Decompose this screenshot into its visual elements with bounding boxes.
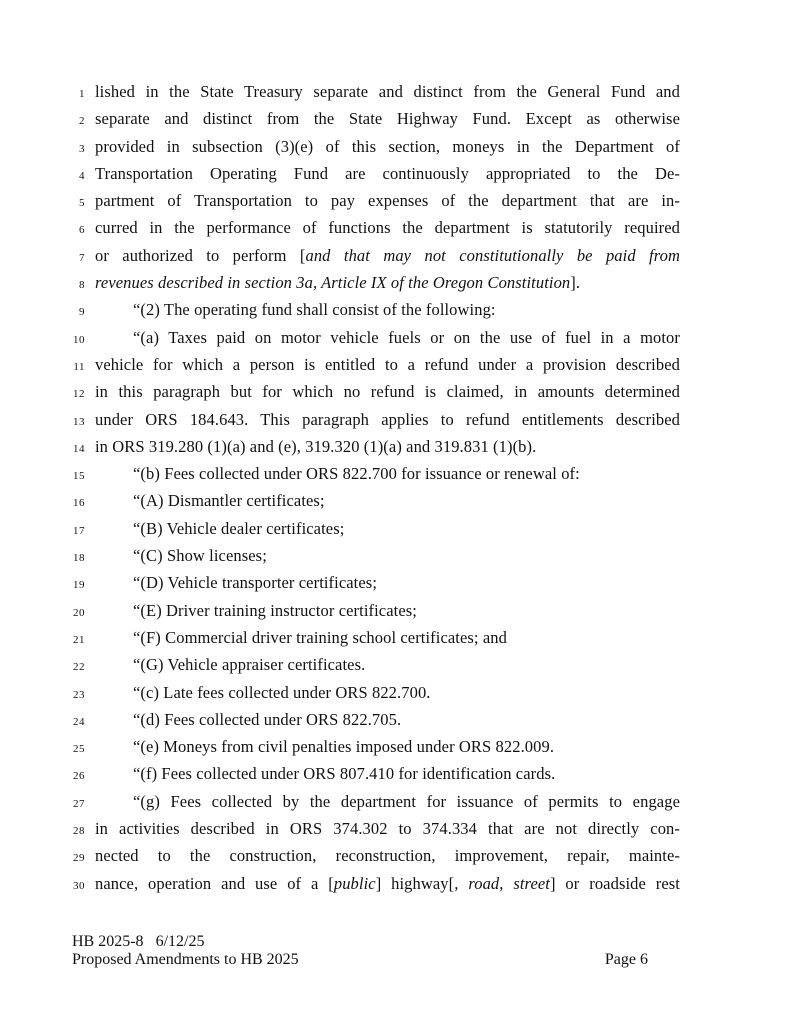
line-text-segment: lished in the State Treasury separate and distinct from the General Fund and	[95, 82, 680, 101]
line-text	[95, 133, 680, 160]
line-text	[95, 242, 680, 269]
line-text	[95, 324, 680, 351]
text-line	[60, 597, 682, 624]
line-text-segment: provided in subsection (3)(e) of this section, moneys in the Department of	[95, 136, 680, 156]
text-line	[60, 542, 682, 569]
text-line	[60, 133, 682, 160]
line-text-segment: in ORS 319.280 (1)(a) and (e), 319.320 (1)(a) and 319.831 (1)(b).	[95, 436, 537, 456]
line-text	[95, 433, 680, 460]
removed-text-italic: revenues described in section 3a, Article IX of the Oregon Constitution	[95, 273, 571, 293]
footer-line-2	[72, 951, 648, 969]
line-number: 5	[79, 197, 85, 210]
text-line	[60, 296, 682, 323]
text-line	[60, 378, 682, 405]
line-text-segment: nected to the construction, reconstruction, improvement, repair, mainte-	[95, 846, 680, 866]
line-number: 11	[73, 360, 85, 373]
line-text-segment: nance, operation and use of a [	[95, 873, 334, 893]
text-line	[60, 460, 682, 487]
text-line	[60, 160, 682, 187]
line-text	[95, 870, 680, 897]
line-text-segment: “(A) Dismantler certificates;	[133, 491, 325, 511]
line-text-segment: “(f) Fees collected under ORS 807.410 for identification cards.	[133, 764, 556, 784]
line-number: 19	[73, 579, 85, 592]
line-number: 23	[73, 688, 85, 701]
line-text-segment: vehicle for which a person is entitled to a refund under a provision described	[95, 354, 680, 374]
line-text	[95, 624, 680, 651]
line-number: 20	[73, 606, 85, 619]
text-line	[60, 760, 682, 787]
line-text-segment: “(g) Fees collected by the department for issuance of permits to engage	[133, 791, 680, 811]
line-number: 24	[73, 715, 85, 728]
line-number: 3	[79, 142, 85, 155]
line-text-segment: “(c) Late fees collected under ORS 822.700.	[133, 682, 431, 702]
line-number: 26	[73, 770, 85, 783]
removed-text-italic: and that may not constitutionally be paid from	[305, 245, 680, 265]
line-text-segment: “(G) Vehicle appraiser certificates.	[133, 655, 366, 675]
line-text-segment: separate and distinct from the State Highway Fund. Except as otherwise	[95, 109, 680, 129]
line-text	[95, 406, 680, 433]
footer-date: 6/12/25	[155, 933, 205, 950]
line-text	[95, 569, 680, 596]
line-text-segment: Transportation Operating Fund are continuously appropriated to the De-	[95, 163, 680, 183]
text-line	[60, 214, 682, 241]
line-number: 4	[79, 169, 85, 182]
line-text-segment: “(2) The operating fund shall consist of the following:	[133, 300, 496, 320]
line-text	[95, 842, 680, 869]
line-number: 27	[73, 797, 85, 810]
line-number: 14	[73, 442, 85, 455]
line-number: 18	[73, 552, 85, 565]
line-number: 22	[73, 661, 85, 674]
line-number: 6	[79, 224, 85, 237]
line-text-segment: “(e) Moneys from civil penalties imposed under ORS 822.009.	[133, 737, 555, 757]
line-text	[95, 351, 680, 378]
text-line	[60, 242, 682, 269]
line-text	[95, 515, 680, 542]
line-number: 13	[73, 415, 85, 428]
text-line	[60, 487, 682, 514]
footer-line-1	[72, 933, 648, 951]
line-text-segment: in this paragraph but for which no refund is claimed, in amounts determined	[95, 382, 680, 402]
line-text	[95, 78, 680, 105]
text-line	[60, 679, 682, 706]
removed-text-italic: public	[333, 873, 376, 893]
text-lines	[60, 78, 682, 897]
line-text-segment: ].	[570, 273, 581, 293]
line-number: 28	[73, 825, 85, 838]
line-number: 17	[73, 524, 85, 537]
line-number: 7	[79, 251, 85, 264]
text-line	[60, 515, 682, 542]
line-text	[95, 160, 680, 187]
line-text-segment: “(d) Fees collected under ORS 822.705.	[133, 709, 402, 729]
text-line	[60, 815, 682, 842]
line-text	[95, 269, 680, 296]
line-number: 29	[73, 852, 85, 865]
text-line	[60, 870, 682, 897]
line-number: 12	[73, 388, 85, 401]
line-number: 8	[79, 279, 85, 292]
removed-text-italic: , road, street	[454, 873, 550, 893]
line-number: 15	[73, 470, 85, 483]
text-line	[60, 351, 682, 378]
line-number: 1	[79, 88, 85, 100]
line-text-segment: “(E) Driver training instructor certificates;	[133, 600, 417, 620]
line-text	[95, 378, 680, 405]
line-text	[95, 214, 680, 241]
line-text-segment: or authorized to perform [	[95, 245, 306, 265]
line-number: 30	[73, 879, 85, 892]
text-line	[60, 651, 682, 678]
line-text-segment: in activities described in ORS 374.302 to 374.334 that are not directly con-	[95, 819, 680, 839]
text-line	[60, 433, 682, 460]
line-number: 16	[73, 497, 85, 510]
line-number: 21	[73, 633, 85, 646]
text-line	[60, 187, 682, 214]
text-line	[60, 78, 682, 105]
line-text	[95, 296, 680, 323]
line-number: 9	[79, 306, 85, 319]
line-text	[95, 706, 680, 733]
line-text-segment: “(a) Taxes paid on motor vehicle fuels or on the use of fuel in a motor	[133, 327, 680, 347]
footer-page-number: Page 6	[604, 950, 648, 968]
line-text-segment: “(F) Commercial driver training school certificates; and	[133, 627, 507, 647]
footer-title: Proposed Amendments to HB 2025	[72, 950, 299, 968]
line-text	[95, 105, 680, 132]
line-text	[95, 460, 680, 487]
text-line	[60, 733, 682, 760]
line-text	[95, 760, 680, 787]
line-number: 10	[73, 333, 85, 346]
line-number: 25	[73, 743, 85, 756]
line-text-segment: ] highway[	[375, 873, 455, 893]
line-number: 2	[79, 115, 85, 128]
line-text	[95, 679, 680, 706]
line-text-segment: partment of Transportation to pay expenses of the department that are in-	[95, 191, 680, 211]
text-line	[60, 842, 682, 869]
line-text-segment: “(b) Fees collected under ORS 822.700 for issuance or renewal of:	[133, 464, 580, 484]
line-text	[95, 815, 680, 842]
text-line	[60, 105, 682, 132]
line-text-segment: “(D) Vehicle transporter certificates;	[133, 573, 378, 593]
line-text-segment: ] or roadside rest	[550, 873, 680, 893]
line-text	[95, 542, 680, 569]
line-text	[95, 788, 680, 815]
line-text-segment: curred in the performance of functions the department is statutorily required	[95, 218, 680, 238]
text-line	[60, 269, 682, 296]
text-line	[60, 569, 682, 596]
line-text	[95, 487, 680, 514]
line-text-segment: “(B) Vehicle dealer certificates;	[133, 518, 345, 538]
text-line	[60, 624, 682, 651]
text-line	[60, 406, 682, 433]
line-text	[95, 187, 680, 214]
line-text	[95, 597, 680, 624]
line-text	[95, 733, 680, 760]
line-text-segment: under ORS 184.643. This paragraph applies to refund entitlements described	[95, 409, 680, 429]
page-footer	[72, 933, 648, 968]
footer-doc-id: HB 2025-8	[72, 933, 144, 950]
text-line	[60, 706, 682, 733]
text-line	[60, 324, 682, 351]
line-text	[95, 651, 680, 678]
text-line	[60, 788, 682, 815]
line-text-segment: “(C) Show licenses;	[133, 546, 267, 566]
